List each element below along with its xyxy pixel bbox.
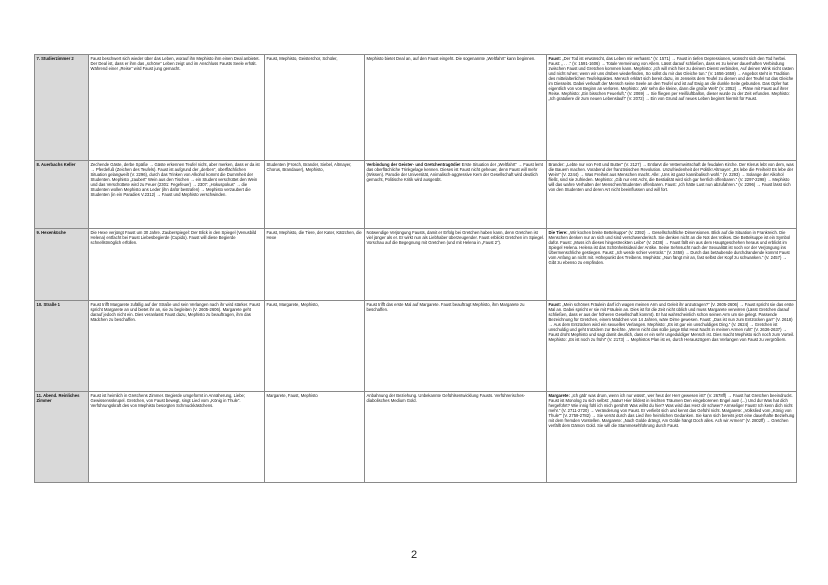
- quote-speaker: Die Tiere:: [548, 230, 568, 235]
- theme-cell: [365, 161, 547, 229]
- content-cell: Faust ist heimlich in Gretchens Zimmer. Begierde umgeformt in Annäherung, Liebe; Gewissensskrupel. Gretchen, von Faust bewegt, singt Lied vom „König in Thule“. Verführungskraft des von Mephisto besorgten Schmuckkästchens.: [89, 392, 265, 483]
- table-row: [35, 229, 797, 301]
- quotes-cell: [547, 55, 797, 161]
- theme-cell: Notwendige Verjüngung Fausts, damit er Erfolg bei Gretchen haben kann, denn Gretchen ist viel jünger als er. Er wirkt nun als Liebhaber überzeugender. Faust erblickt Gretchen im Spiegel. Vorschau auf die Begegnung mit Gretchen (und mit Helena in „Faust 2“).: [365, 229, 547, 301]
- scene-cell: 9. Hexenküche: [35, 229, 89, 301]
- scene-cell: 7. Studierzimmer 2: [35, 55, 89, 161]
- page-number: 2: [410, 549, 418, 561]
- content-cell: Die Hexe verjüngt Faust um 30 Jahre. Zauberspiegel: Der Blick in den Spiegel (Venusbild Helena) entfacht bei Faust Liebesbegierde (Cupido). Faust will diese Begierde schnellstmöglich erfüllen.: [89, 229, 265, 301]
- table-row: [35, 55, 797, 161]
- persons-cell: Studenten (Frosch, Brander, Siebel, Altmayer, Chorus, Brandauer), Mephisto,: [265, 161, 365, 229]
- theme-cell: Faust trifft das erste Mal auf Margarete. Faust beauftragt Mephisto, ihm Margarete zu beschaffen.: [365, 301, 547, 392]
- quote-text: „Der Tod ist erwünscht, das Leben mir verhasst.“ (V. 1571) → Faust in tiefen Depressionen, wünscht sich den Tod herbei. Faust: „ . . .“ (V. 1591-1606) → Totale Verneinung von Allem. Lässt darauf schließen, dass es zu keiner dauerhaften Verbindung zwischen Faust und Gretchen kommen kann. Mephisto: „Ich will mich hier zu deinem Dienst verbinden, Auf deinen Wink nicht rasten und nicht ruhen; wenn wir uns drüben wiederfinden, So sollst du mir das Gleiche tun.“ (V. 1656-1659) → Angebot steht in Tradition des mittelalterlichen Teufelspaktes. Mensch erklärt sich bereit dazu, im Jenseits dem Teufel zu dienen und der Teufel tut das Gleiche im Diesseits. Dabei verkauft der Mensch seine Seele an den Teufel und ist auf Ewig an die dunkle Seite gebunden. Das Opfer hat eigentlich von von Beginn an verloren. Mephisto: „Wir sehn die kleine, dann die große Welt“ (V. 2052) → Pläne mit Faust auf ihrer Reise. Mephisto: „Ein bisschen Feuerluft,“ (V. 2069) → Sie fliegen per Heißluftballon, dieser wurde zu der Zeit erfunden. Mephisto: „Ich gratuliere dir zum neuen Lebenslauf!“ (V. 2072) → Ein von Grund auf neues Leben beginnt hiermit für Faust.: [548, 56, 794, 102]
- content-cell: Zechende Gäste, derbe Späße → Gäste erkennen Teufel nicht, aber merken, dass er da ist → Pferdefuß (Zeichen des Teufels). Faust ist aufgrund der „derben“, oberflächlichen Situation gelangweilt (V. 2296), durch das Trinken von Alkohol kommt die Dummheit der Studenten. Mephisto „zaubert“ Wein aus den Tischen → ein Student verschüttet den Wein und das Verschüttete wird zu Feuer (2301: Fegefeuer) → 2307: „Hokuspokus“ → die Studenten wollen Mephisto ans Leder (ihn dafür bestrafen) → Mephisto verzaubert die Studenten (in ein Paradies V.2312) → Faust und Mephisto verschwinden.: [89, 161, 265, 229]
- content-cell: Faust trifft Margarete zufällig auf der Straße und sein Verlangen nach ihr wird stärker. Faust spricht Margarete an und bietet ihr an, sie zu begleiten (V. 2605-2606). Margarete geht darauf jedoch nicht ein. Dies veranlasst Faust dazu, Mephisto zu beauftragen, ihm das Mädchen zu beschaffen.: [89, 301, 265, 392]
- theme-cell: Anbahnung der Beziehung. Unbekannte Gefühlsentwicklung Fausts. Verführerisches-diabolisches Medium Gold.: [365, 392, 547, 483]
- quotes-cell: Brander: „Lebte nur von Fett und Butter“ (V. 2127) → Entlarvt die Vetternwirtschaft de feudalen Kirche. Der Klerus lebt von dem, was die Bauern machen. Vorabend der französischen Revolution. Unzufriedenheit der Politik! Altmayer: „Es lebe die Freiheit! Es lebe der Wein!“ (V. 2244) → Was Freiheit aus Menschen macht. Alle: „Uns ist ganz kannibalisch wohl.“ (V. 2293) → Solange der Alkohol fließt, sind sie zufrieden. Mephisto: „Gib nur erst Acht, die Bestialität wird sich gar herrlich offenbaren.“ (V. 2297-2298) → Mephisto will das wahre Verhalten der Menschen/Studenten offenbaren. Faust: „Ich hätte Lust nun abzufahren.“ (V. 2296) → Faust lässt sich von den Studenten und deren Art nicht beeinflussen und will fort.: [547, 161, 797, 229]
- quote-text: „Ich gäb‘ was drum, wenn ich nur wüsst‘, wer heut der Herr gewesen ist!“ (V. 2678ff) → Faust hat Gretchen beeindruckt. Faust ist Monolog zu sich selbst: „Natur! Hier bildest in leichten Träumen Den eingeborenen Engel aus! (...) Und du! Was hat dich hergeführt? Wie innig fühl ich mich gerührt! Was willst du hier? Was wird das Herz dir schwer? Armseliger Faust! Ich kenn dich nicht mehr.“ (V. 2711-2720) → Veränderung von Faust. Er verliebt sich und kennt das Gefühl nicht. Margarete: „Volkslied vom „König von Thule““ (V. 2759-2782) → Sie verrät durch das Lied ihre heimlichen Gedanken. Sie kann sich bereits jetzt eine dauerhafte Beziehung mit dem fremden Vorstellen. Margarete: „Nach Golde drängt, Am Golde hängt Doch alles. Ach wir Armen!“ (V. 2802ff) → Gretchen verfällt dem Dämon Gold. Sie will die Stammesehführung durch Faust.: [548, 393, 795, 429]
- quote-speaker: Faust:: [548, 56, 562, 61]
- content-cell: Faust beschwert sich wieder über das Leben, worauf ihn Mephisto ihm einen Deal anbietet. Der Deal ist, dass er ihm das „schöne“ Leben zeigt und im Anschluss Fausts Seele erhält. Während einer „Reise“ wird Faust jung gemacht.: [89, 55, 265, 161]
- theme-highlight: Verbindung der Geister- und Gretchentragödie!: [366, 162, 461, 167]
- persons-cell: Margarete, Faust, Mephisto: [265, 392, 365, 483]
- scene-cell: 11. Abend. Reinliches Zimmer: [35, 392, 89, 483]
- quotes-cell: [547, 392, 797, 483]
- quotes-cell: [547, 301, 797, 392]
- quote-speaker: Margarete:: [548, 393, 570, 398]
- persons-cell: Faust, Margarete, Mephisto,: [265, 301, 365, 392]
- scene-cell: 10. Straße 1: [35, 301, 89, 392]
- quote-text: „Wir kochen breite Bettelsuppe“ (V. 2392) → Gesellschaftliche Dimensionen. Blick auf die Situation in Frankreich. Die Menschen denken nur an sich und sind verschwenderisch. Sie denken nicht an die Not des Volkes. Die Bettelsuppe ist ein Symbol dafür. Faust: „Muss ich dieses hingestreckten Leibe“ (V. 2438) → Faust fällt ein aus dem Hauptgeschehen heraus und erblickt im Spiegel Helena. Helena ist das Schönheitsideal der Antike. Seine Sehnsucht nach der Sexualität ist noch vor der Verjüngung ins Übermenschliche gestiegen. Faust: „Ich werde schier verrückt.“ (V. 2458) → Durch das betäubende durchdrandende kommt Faust vom Anfang an nicht mit. Höhepunkt des Treibens. Mephisto: „Nun fängt mir an, fast selbst der Kopf zu schwanken.“ (V. 2457) → Gibt zu ebenso zu empfinden.: [548, 230, 791, 266]
- theme-text: Erste Situation der „Weltfahrt“ → Faust lernt das oberflächliche Trinkgelage kennen. Dieses ist Faust nicht geheuer, denn Faust will mehr (Wissen). Parodie der Universität, Animalisch-aggressive Kern der Gesellschaft wird deutlich gemacht, Politische Kritik wird ausgeübt.: [366, 162, 544, 183]
- quote-speaker: Faust:: [548, 302, 562, 307]
- quotes-cell: [547, 229, 797, 301]
- scene-cell: 8. Auerbachs Keller: [35, 161, 89, 229]
- persons-cell: Faust, Mephisto, Geisterchor, Schüler,: [265, 55, 365, 161]
- table-row: [35, 301, 797, 392]
- scene-table: [34, 54, 797, 483]
- theme-cell: Mephisto bietet Deal an, auf den Faust eingeht. Die sogenannte „Weltfahrt“ kann beginnen.: [365, 55, 547, 161]
- table-row: [35, 392, 797, 483]
- table-row: [35, 161, 797, 229]
- quote-text: „Mein schönes Fräulein darf ich wagen meinen Arm und Geleit ihr anzutragen?“ (V. 2605-2606) → Faust spricht sie das erste Mal an. Dabei spricht er sie mit Fräulein an. Dies ist für die Zeit nicht üblich und muss Margarete verwirren (Lässt Gretchen darauf schließen, dass er aus der höheren Gesellschaft kommt). Er hat wahrscheinlich schon seinen Arm um sie gelegt. Passende Bezeichnung für Gretchen, einem Mädchen von 14 Jahren, wäre Dirne gewesen. Faust: „Das ist nun zum Entzücken gar!“ (V. 2618) → Aus dem Entzücken wird ein sexuelles Verlangen. Mephisto: „Es ist gar ein unschuldiges Ding.“ (V. 2624) → Gretchen ist unschuldig und geht trotzdem zur Beichte. „Wenn nicht das süße junge Blut Heut Nacht in meinen Armen ruht“ (V. 2636-2637) → Faust droht Mephisto und sagt damit deutlich, dass er ein sehr ungeduldiger Mensch ist. Dies macht Mephisto sich noch zum Vorteil. Mephisto: „Es ist noch zu früh!“ (V. 2173) → Mephistos Plan ist es, durch Herauszögern das Verlangen von Faust zu vergrößern.: [548, 302, 795, 343]
- persons-cell: Faust, Mephisto, die Tiere, der Kater, Kätzchen, die Hexe: [265, 229, 365, 301]
